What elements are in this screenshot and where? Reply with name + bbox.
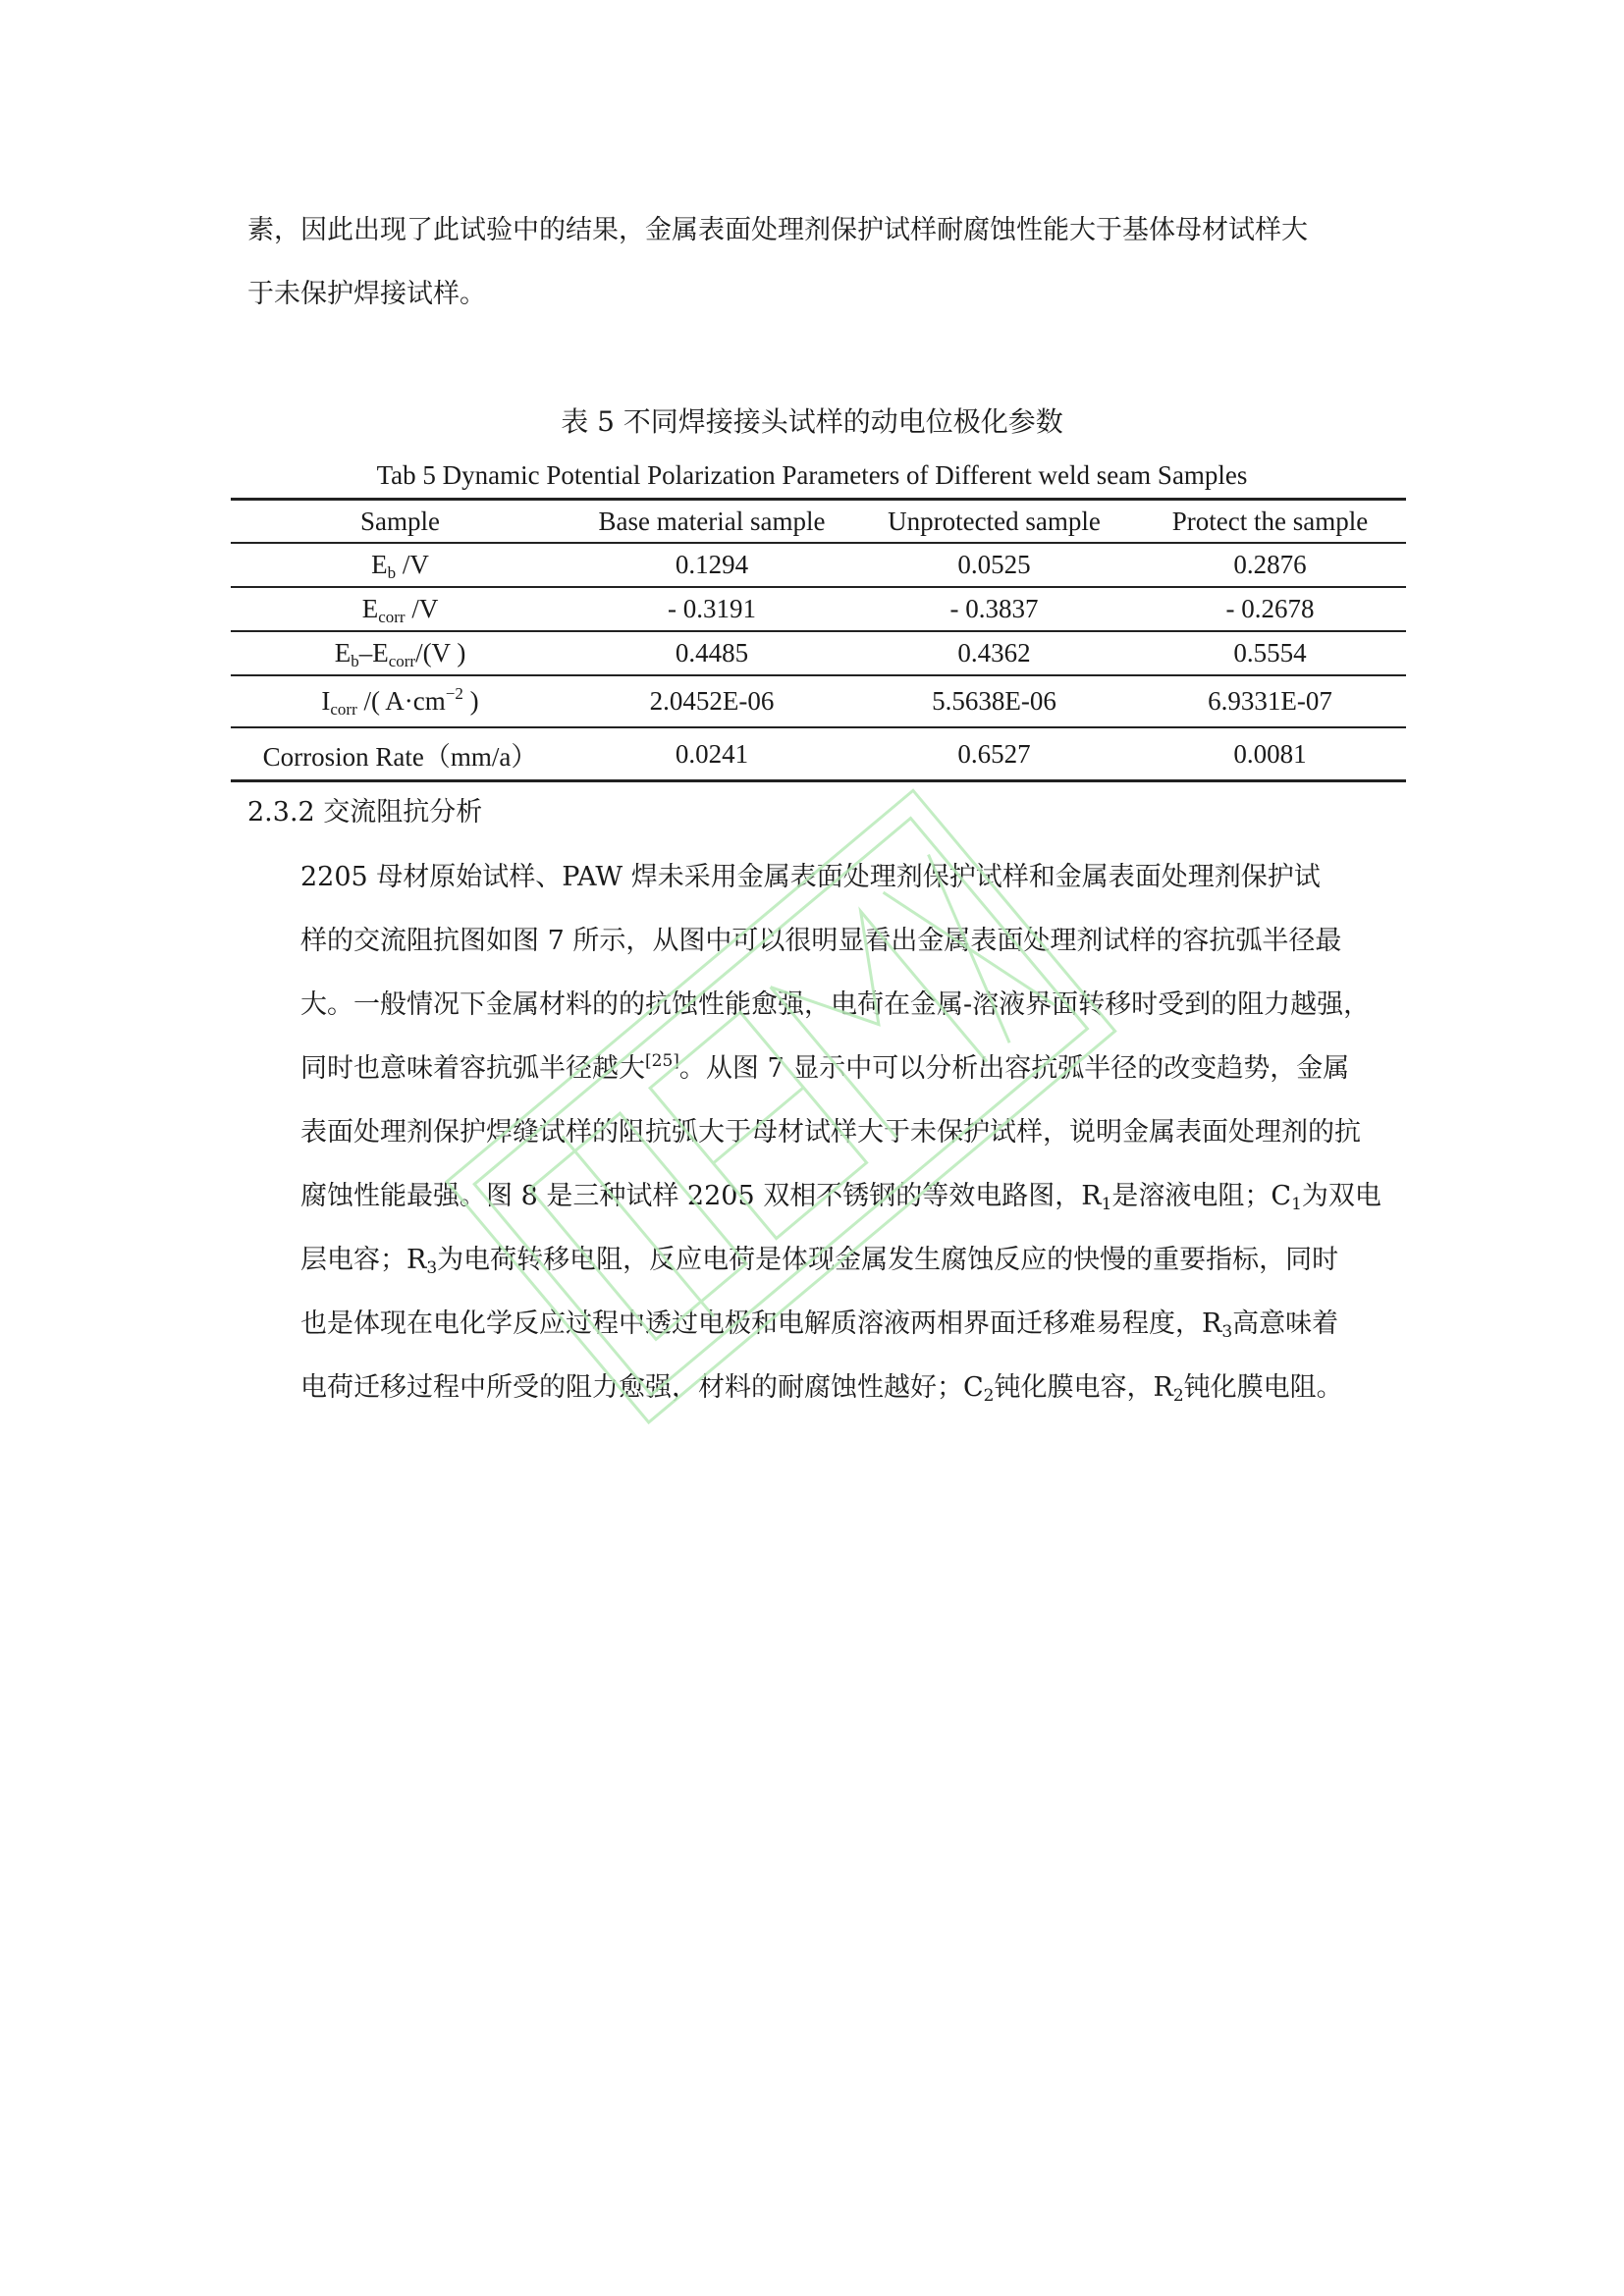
citation-ref: [25] — [645, 1051, 679, 1071]
table-caption-english: Tab 5 Dynamic Potential Polarization Parameters of Different weld seam Samples — [376, 460, 1248, 490]
column-header-unprotected: Unprotected sample — [854, 500, 1134, 544]
table-cell: 0.6527 — [854, 727, 1134, 781]
table-row — [231, 587, 1406, 631]
table-caption-chinese: 表 5 不同焊接接头试样的动电位极化参数 — [561, 405, 1063, 438]
text-line: 于未保护焊接试样。 — [247, 279, 486, 309]
text-line: 2205 母材原始试样、PAW 焊未采用金属表面处理剂保护试样和金属表面处理剂保护试 — [300, 862, 1321, 892]
table-cell: 0.5554 — [1134, 631, 1406, 675]
paragraph-top — [247, 198, 1386, 326]
row-label-eb: $E_b$ /V — [231, 543, 569, 587]
table-header-row — [231, 500, 1406, 544]
paragraph-impedance-analysis — [247, 845, 1386, 1419]
text-line: 也是体现在电化学反应过程中透过电极和电解质溶液两相界面迁移难易程度，$R_3$高意味着 — [300, 1308, 1339, 1342]
table-cell: 0.1294 — [569, 543, 854, 587]
text-line: 同时也意味着容抗弧半径越大[25]。从图 7 显示中可以分析出容抗弧半径的改变趋势，金属 — [300, 1051, 1350, 1084]
table-row — [231, 727, 1406, 781]
text-line: 电荷迁移过程中所受的阻力愈强，材料的耐腐蚀性越好；$C_2$钝化膜电容，$R_2$钝化膜电阻。 — [300, 1372, 1343, 1406]
table-cell: 2.0452E-06 — [569, 675, 854, 727]
polarization-parameters-table — [231, 498, 1406, 782]
table-cell: 0.4362 — [854, 631, 1134, 675]
table-row — [231, 675, 1406, 727]
table-cell: - 0.3837 — [854, 587, 1134, 631]
text-line: 素，因此出现了此试验中的结果，金属表面处理剂保护试样耐腐蚀性能大于基体母材试样大 — [247, 215, 1308, 245]
table-cell: 5.5638E-06 — [854, 675, 1134, 727]
column-header-sample: Sample — [231, 500, 569, 544]
row-label-corrosion-rate: Corrosion Rate（mm/a） — [231, 727, 569, 781]
row-label-ecorr: $E_{corr}$ /V — [231, 587, 569, 631]
table-cell: 0.2876 — [1134, 543, 1406, 587]
text-line: 大。一般情况下金属材料的的抗蚀性能愈强，电荷在金属-溶液界面转移时受到的阻力越强， — [300, 989, 1371, 1020]
column-header-base-material: Base material sample — [569, 500, 854, 544]
table-cell: 0.0241 — [569, 727, 854, 781]
table-cell: 0.0525 — [854, 543, 1134, 587]
row-label-eb-minus-ecorr: $E_b-E_{corr}/(V$ ) — [231, 631, 569, 675]
table-cell: 6.9331E-07 — [1134, 675, 1406, 727]
table-cell: - 0.3191 — [569, 587, 854, 631]
table-cell: - 0.2678 — [1134, 587, 1406, 631]
table-row — [231, 631, 1406, 675]
row-label-icorr: $I_{corr}$ /( $A\cdot cm^{-2}$ ) — [231, 675, 569, 727]
column-header-protected: Protect the sample — [1134, 500, 1406, 544]
table-cell: 0.4485 — [569, 631, 854, 675]
text-line: 腐蚀性能最强。图 8 是三种试样 2205 双相不锈钢的等效电路图，$R_1$是溶液电阻；$C_1$为双电 — [300, 1181, 1381, 1214]
table-cell: 0.0081 — [1134, 727, 1406, 781]
table-row — [231, 543, 1406, 587]
text-line: 样的交流阻抗图如图 7 所示，从图中可以很明显看出金属表面处理剂试样的容抗弧半径最 — [300, 926, 1342, 956]
text-line: 表面处理剂保护焊缝试样的阻抗弧大于母材试样大于未保护试样，说明金属表面处理剂的抗 — [300, 1117, 1361, 1148]
section-heading: 2.3.2 交流阻抗分析 — [247, 797, 483, 828]
text-line: 层电容；$R_3$为电荷转移电阻，反应电荷是体现金属发生腐蚀反应的快慢的重要指标，同时 — [300, 1245, 1339, 1278]
